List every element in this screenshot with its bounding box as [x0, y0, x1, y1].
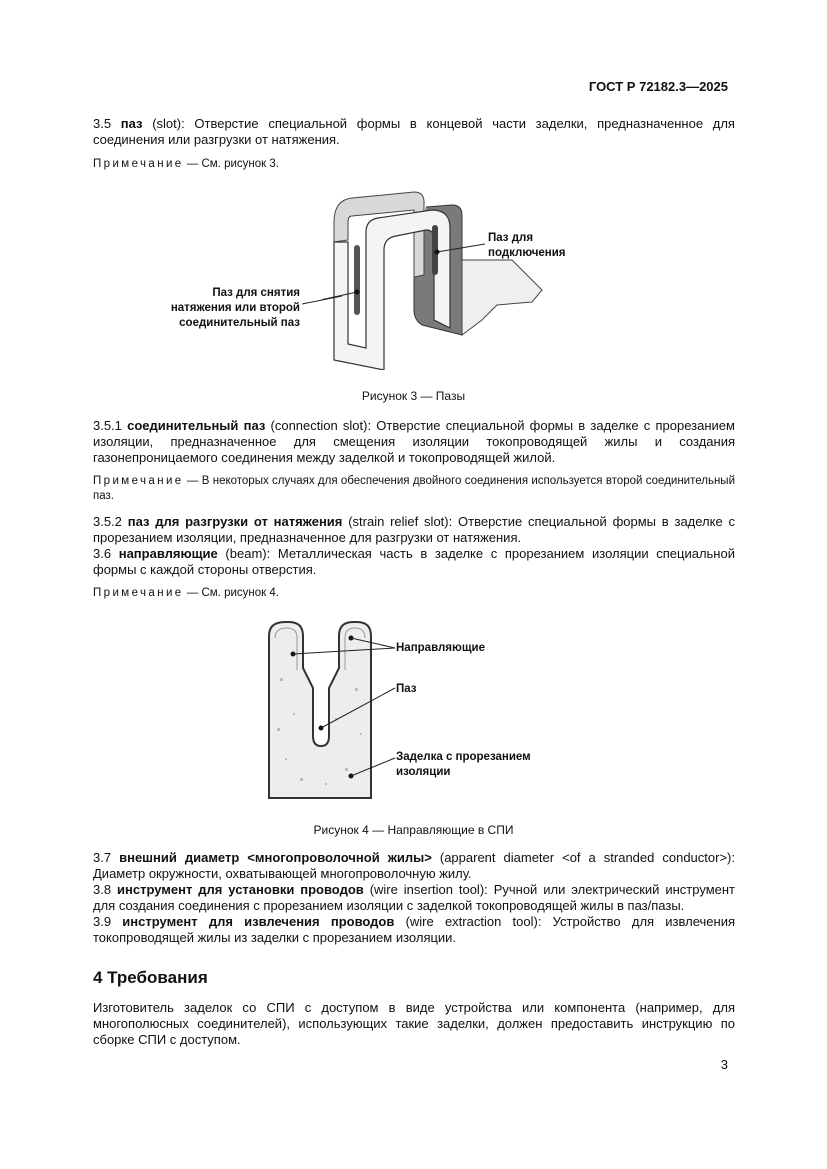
figure-3-drawing	[322, 180, 562, 370]
term-name: соединительный паз	[127, 418, 266, 433]
note-second-slot	[93, 474, 735, 504]
strain-relief-slot	[354, 245, 360, 315]
term-number: 3.5	[93, 116, 112, 131]
term-definition: : Ручной или электрический инструмент для создания соединения с прорезанием изоляции с заделкой токопроводящей жилы в паз/пазы.	[93, 882, 735, 913]
figure-3-caption: Рисунок 3 — Пазы	[361, 389, 466, 403]
leader-dot-left	[355, 290, 360, 295]
note-prefix: Примечание	[93, 158, 184, 170]
page-number: 3	[720, 1057, 728, 1072]
term-definition: : Устройство для извлечения токопроводящей жилы из заделки с прорезанием изоляции.	[93, 914, 735, 945]
term-definition: : Отверстие специальной формы в заделке с прорезанием изоляции, предназначенное для смещения изоляции токопроводящей жилы и создания газонепроницаемого соединения между заделкой и токопроводящей жилой.	[93, 418, 735, 465]
note-fig4	[93, 586, 735, 601]
term-english: (wire insertion tool)	[369, 882, 485, 897]
term-english: (apparent diameter <of a stranded conductor>)	[439, 850, 732, 865]
term-name: направляющие	[118, 546, 218, 561]
label-beams: Направляющие	[396, 642, 485, 654]
term-number: 3.7	[93, 850, 112, 865]
term-3-7	[93, 850, 735, 882]
term-3-6	[93, 546, 735, 578]
term-3-5	[93, 116, 735, 148]
term-3-9	[93, 914, 735, 946]
term-english: (slot)	[152, 116, 182, 131]
label-idc-termination: Заделка с прорезанием изоляции	[396, 751, 531, 778]
note-prefix: Примечание	[93, 475, 184, 487]
term-3-5-2	[93, 514, 735, 546]
figure-3-leader-ext	[302, 288, 342, 308]
section-4-text: Изготовитель заделок со СПИ с доступом в виде устройства или компонента (например, для многополюсных соединителей), использующих такие заделки, должен предоставить инструкцию по сборке СПИ с доступом.	[93, 1000, 735, 1047]
term-number: 3.6	[93, 546, 112, 561]
term-number: 3.5.2	[93, 514, 122, 529]
term-3-8	[93, 882, 735, 914]
terminal-foot	[462, 260, 542, 335]
leader-dot-right	[435, 250, 440, 255]
figure-4-caption: Рисунок 4 — Направляющие в СПИ	[313, 823, 514, 837]
term-english: (beam)	[225, 546, 267, 561]
term-name: инструмент для установки проводов	[117, 882, 364, 897]
term-name: паз для разгрузки от натяжения	[127, 514, 343, 529]
term-name: инструмент для извлечения проводов	[122, 914, 395, 929]
note-prefix: Примечание	[93, 587, 184, 599]
term-number: 3.9	[93, 914, 112, 929]
note-text: — См. рисунок 4.	[183, 587, 279, 599]
label-connection-slot: Паз для подключения	[488, 232, 566, 259]
term-number: 3.5.1	[93, 418, 122, 433]
label-slot: Паз	[396, 683, 417, 695]
term-english: (strain relief slot)	[348, 514, 449, 529]
note-text: — См. рисунок 3.	[183, 158, 279, 170]
section-4-heading: 4 Требования	[93, 968, 208, 987]
term-name: паз	[120, 116, 143, 131]
term-3-5-1	[93, 418, 735, 466]
term-number: 3.8	[93, 882, 112, 897]
idc-termination-shape	[269, 622, 371, 798]
term-definition: : Диаметр окружности, охватывающей многопроволочную жилу.	[93, 850, 735, 881]
term-definition: : Металлическая часть в заделке с прорезанием изоляции специальной формы с каждой стороны отверстия.	[93, 546, 735, 577]
note-fig3	[93, 157, 735, 172]
label-strain-relief-slot: Паз для снятия натяжения или второй соединительный паз	[170, 287, 300, 329]
note-text: — В некоторых случаях для обеспечения двойного соединения используется второй соединительный паз.	[93, 475, 735, 502]
term-definition: : Отверстие специальной формы в заделке с прорезанием изоляции, предназначенное для разгрузки от натяжения.	[93, 514, 735, 545]
term-definition: : Отверстие специальной формы в концевой части заделки, предназначенное для соединения или разгрузки от натяжения.	[93, 116, 735, 147]
term-name: внешний диаметр <многопроволочной жилы>	[119, 850, 432, 865]
document-code: ГОСТ Р 72182.3—2025	[588, 79, 728, 94]
term-english: (connection slot)	[270, 418, 368, 433]
term-english: (wire extraction tool)	[405, 914, 538, 929]
